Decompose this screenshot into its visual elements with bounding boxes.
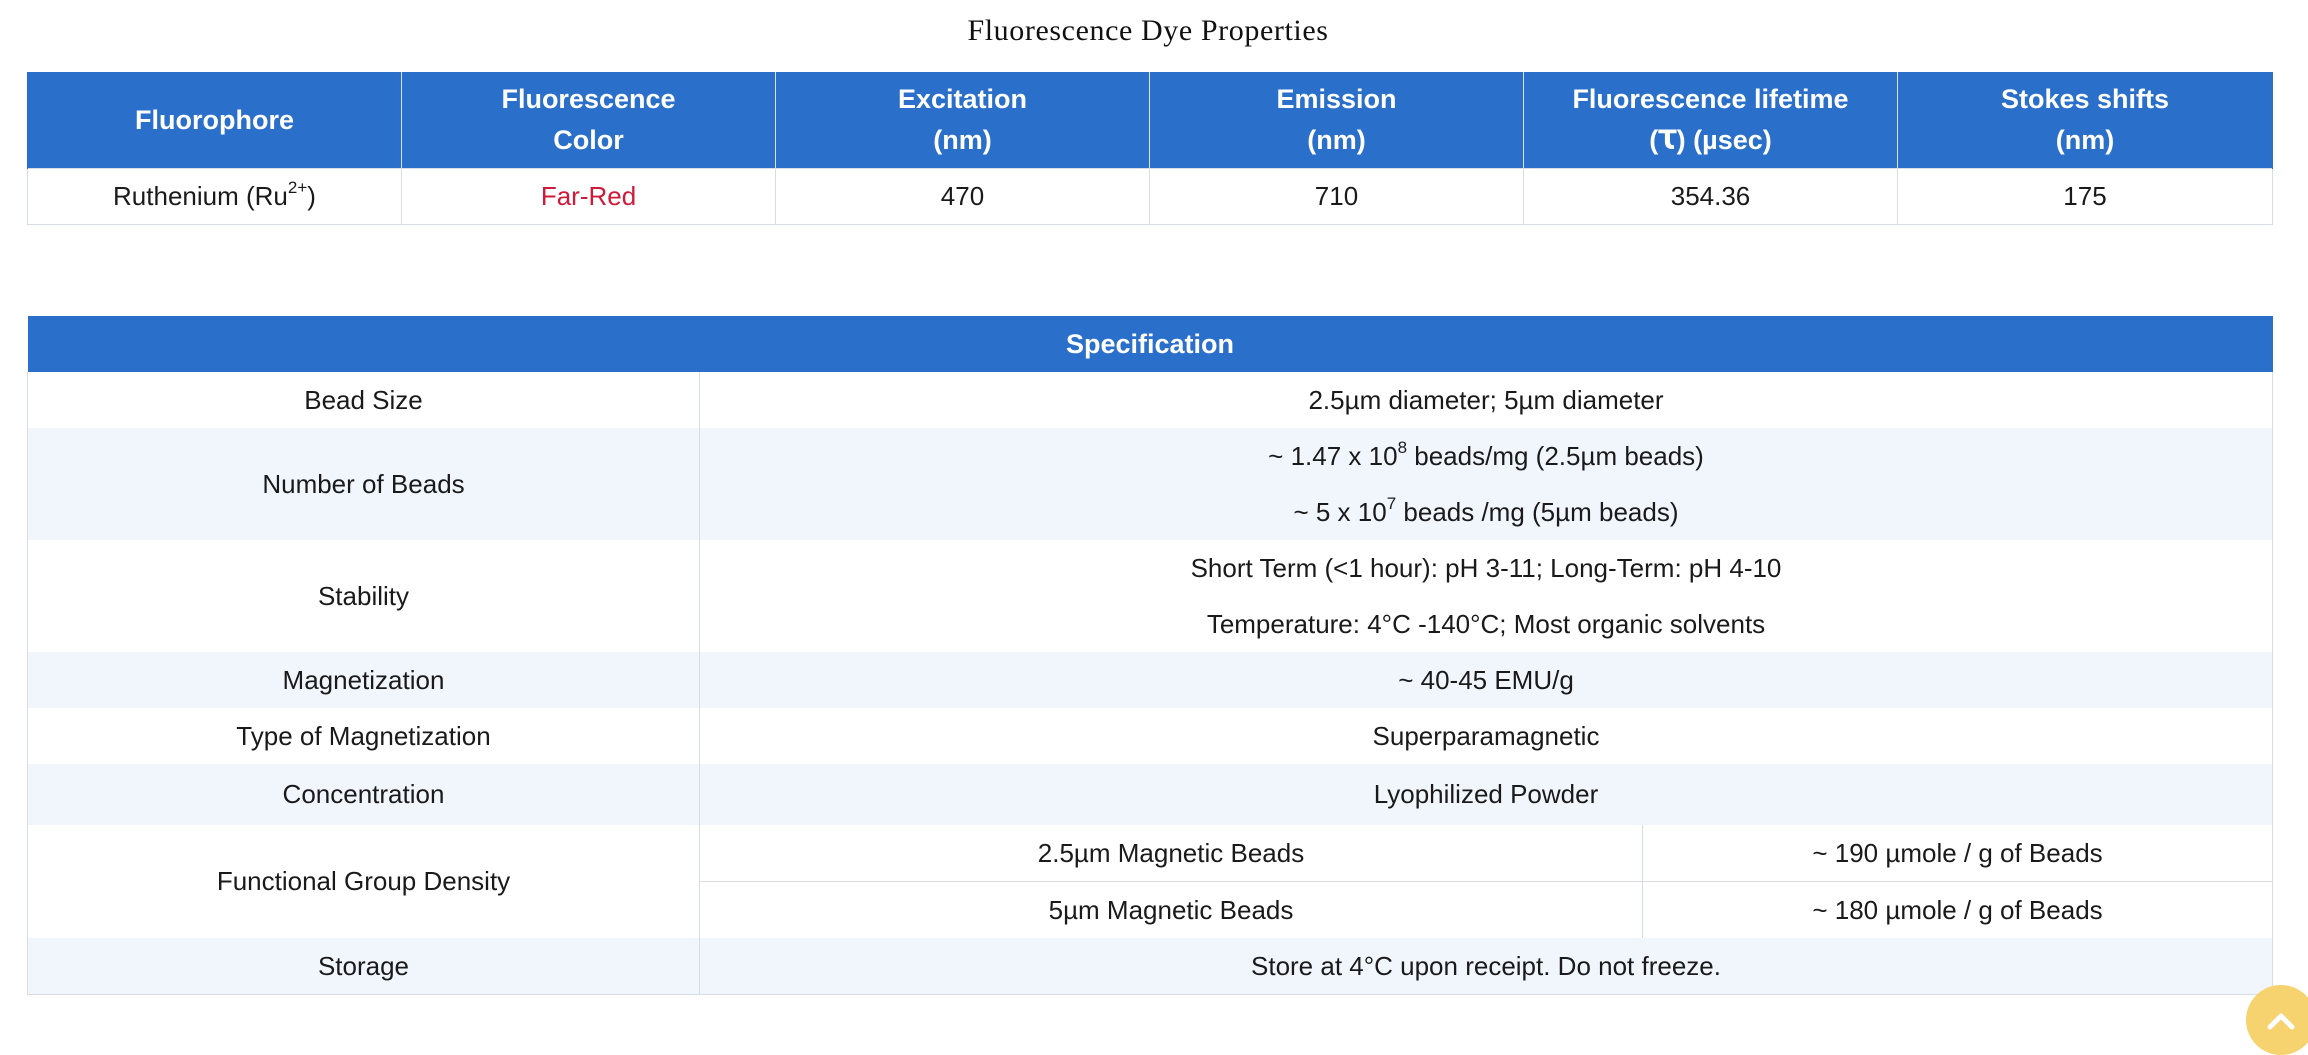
cell-excitation: 470 [776, 169, 1150, 225]
label-type-of-magnetization: Type of Magnetization [28, 708, 700, 764]
cell-stokes-shift: 175 [1898, 169, 2273, 225]
page-title: Fluorescence Dye Properties [967, 14, 1329, 47]
value-stability [700, 540, 2273, 652]
value-bead-size: 2.5µm diameter; 5µm diameter [700, 372, 2273, 428]
header-emission: Emission (nm) [1150, 72, 1524, 169]
value-storage: Store at 4°C upon receipt. Do not freeze. [700, 938, 2273, 995]
spec-row-concentration [28, 764, 2273, 825]
spec-header-row [28, 316, 2273, 372]
stability-line-1: Short Term (<1 hour): pH 3-11; Long-Term: pH 4-10 [1190, 553, 1782, 583]
fgd-bead-1: 2.5µm Magnetic Beads [700, 825, 1643, 882]
spec-row-functional-group-density [28, 825, 2273, 882]
spec-row-storage [28, 938, 2273, 995]
spec-row-type-of-magnetization [28, 708, 2273, 764]
spec-row-bead-size [28, 372, 2273, 428]
beads-line-1: ~ 1.47 x $10^8$ beads/mg (2.5µm beads) [1268, 438, 1704, 471]
cell-lifetime: 354.36 [1524, 169, 1898, 225]
chevron-up-icon [2262, 1001, 2300, 1039]
dye-header-row [28, 72, 2273, 169]
spec-row-number-of-beads [28, 428, 2273, 540]
stability-line-2: Temperature: 4°C -140°C; Most organic solvents [1206, 609, 1766, 639]
spec-row-stability [28, 540, 2273, 652]
label-storage: Storage [28, 938, 700, 995]
spec-header: Specification [28, 316, 2273, 372]
header-fluorophore: Fluorophore [28, 72, 402, 169]
spec-row-magnetization [28, 652, 2273, 708]
cell-emission: 710 [1150, 169, 1524, 225]
header-fluorescence-lifetime: Fluorescence lifetime (Ꚍ) (µsec) [1524, 72, 1898, 169]
cell-fluorescence-color: Far-Red [402, 169, 776, 225]
fgd-bead-2: 5µm Magnetic Beads [700, 882, 1643, 939]
header-excitation: Excitation (nm) [776, 72, 1150, 169]
dye-data-row [28, 169, 2273, 225]
label-functional-group-density: Functional Group Density [28, 825, 700, 938]
label-bead-size: Bead Size [28, 372, 700, 428]
dye-properties-table [27, 72, 2273, 225]
label-magnetization: Magnetization [28, 652, 700, 708]
value-magnetization: ~ 40-45 EMU/g [700, 652, 2273, 708]
label-stability: Stability [28, 540, 700, 652]
header-stokes-shifts: Stokes shifts (nm) [1898, 72, 2273, 169]
header-fluorescence-color: Fluorescence Color [402, 72, 776, 169]
label-concentration: Concentration [28, 764, 700, 825]
specification-table [27, 316, 2273, 995]
fgd-value-1: ~ 190 µmole / g of Beads [1643, 825, 2273, 882]
fgd-value-2: ~ 180 µmole / g of Beads [1643, 882, 2273, 939]
label-number-of-beads: Number of Beads [28, 428, 700, 540]
value-type-of-magnetization: Superparamagnetic [700, 708, 2273, 764]
cell-fluorophore: Ruthenium $(Ru^{2+})$ [28, 169, 402, 225]
value-concentration: Lyophilized Powder [700, 764, 2273, 825]
beads-line-2: ~ 5 x $10^7$ beads /mg (5µm beads) [1293, 494, 1679, 527]
value-number-of-beads [700, 428, 2273, 540]
